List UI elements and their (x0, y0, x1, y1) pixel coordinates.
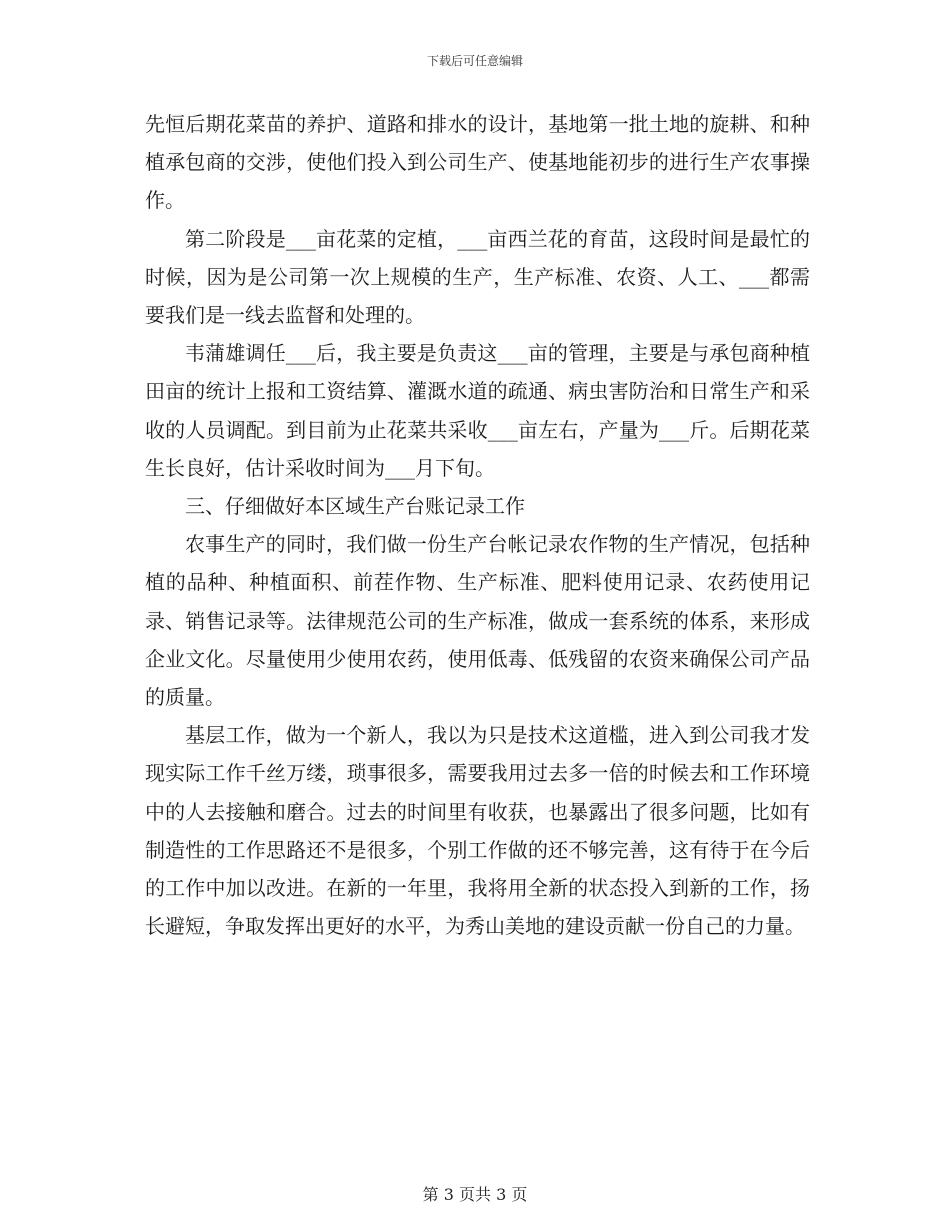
page-footer: 第 3 页共 3 页 (422, 1185, 528, 1204)
page-header: 下载后可任意编辑 (426, 54, 523, 68)
paragraph-management: 韦蒲雄调任___后，我主要是负责这___亩的管理，主要是与承包商种植田亩的统计上报和工资结算、灌溉水道的疏通、病虫害防治和日常生产和采收的人员调配。到目前为止花菜共采收___亩左右，产量为___斤。后期花菜生长良好，估计采收时间为___月下旬。 (145, 341, 810, 480)
paragraph-continuation: 先恒后期花菜苗的养护、道路和排水的设计，基地第一批土地的旋耕、和种植承包商的交涉，使他们投入到公司生产、使基地能初步的进行生产农事操作。 (145, 112, 810, 213)
paragraph-summary: 基层工作，做为一个新人，我以为只是技术这道槛，进入到公司我才发现实际工作千丝万缕，琐事很多，需要我用过去多一倍的时候去和工作环境中的人去接触和磨合。过去的时间里有收获，也暴露出了很多问题，比如有制造性的工作思路还不是很多，个别工作做的还不够完善，这有待于在今后的工作中加以改进。在新的一年里，我将用全新的状态投入到新的工作，扬长避短，争取发挥出更好的水平，为秀山美地的建设贡献一份自己的力量。 (145, 723, 810, 939)
paragraph-ledger: 农事生产的同时，我们做一份生产台帐记录农作物的生产情况，包括种植的品种、种植面积、前茬作物、生产标准、肥料使用记录、农药使用记录、销售记录等。法律规范公司的生产标准，做成一套系统的体系，来形成企业文化。尽量使用少使用农药，使用低毒、低残留的农资来确保公司产品的质量。 (145, 532, 810, 710)
paragraph-stage-two: 第二阶段是___亩花菜的定植，___亩西兰花的育苗，这段时间是最忙的时候，因为是公司第一次上规模的生产，生产标准、农资、人工、___都需要我们是一线去监督和处理的。 (145, 226, 810, 328)
section-heading-3: 三、仔细做好本区域生产台账记录工作 (185, 494, 525, 519)
document-body (145, 105, 810, 945)
